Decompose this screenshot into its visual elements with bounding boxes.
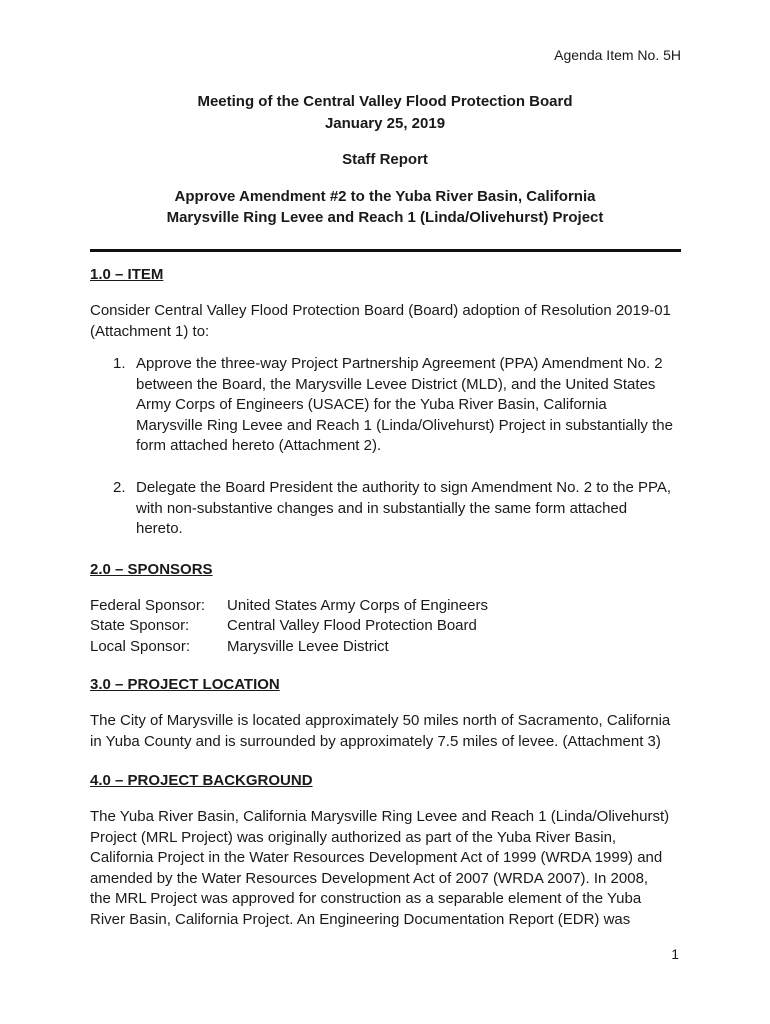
- section-3-paragraph: [90, 711, 690, 752]
- list-item-line: between the Board, the Marysville Levee District (MLD), and the United States: [136, 375, 656, 393]
- paragraph-line: River Basin, California Project. An Engineering Documentation Report (EDR) was: [90, 910, 631, 928]
- sponsor-label: State Sponsor:: [90, 617, 190, 634]
- paragraph-line: Consider Central Valley Flood Protection Board (Board) adoption of Resolution 2019-01: [90, 302, 671, 319]
- section-4-heading: 4.0 – PROJECT BACKGROUND: [90, 772, 313, 789]
- list-item-line: Marysville Ring Levee and Reach 1 (Linda/Olivehurst) Project in substantially the: [136, 416, 673, 434]
- list-item-line: Approve the three-way Project Partnership Agreement (PPA) Amendment No. 2: [136, 355, 663, 372]
- subject-line-1: Approve Amendment #2 to the Yuba River Basin, California: [174, 188, 596, 205]
- meeting-title: Meeting of the Central Valley Flood Protection Board: [197, 93, 573, 110]
- list-item-number: 1.: [113, 355, 126, 372]
- report-type: Staff Report: [342, 151, 428, 168]
- sponsor-label: Local Sponsor:: [90, 638, 191, 655]
- paragraph-line: amended by the Water Resources Development Act of 2007 (WRDA 2007). In 2008,: [90, 869, 649, 887]
- list-item-line: Army Corps of Engineers (USACE) for the Yuba River Basin, California: [136, 396, 607, 413]
- page-number: 1: [671, 946, 679, 962]
- list-item-line: with non-substantive changes and in substantially the same form attached: [136, 499, 628, 517]
- list-item-line: form attached hereto (Attachment 2).: [136, 437, 382, 454]
- sponsor-value: Marysville Levee District: [227, 638, 389, 655]
- paragraph-line: The City of Marysville is located approximately 50 miles north of Sacramento, California: [90, 712, 671, 729]
- sponsor-value: Central Valley Flood Protection Board: [227, 617, 477, 634]
- paragraph-line: the MRL Project was approved for construction as a separable element of the Yuba: [90, 890, 642, 907]
- section-4-paragraph: [90, 807, 690, 930]
- sponsor-label: Federal Sponsor:: [90, 597, 206, 614]
- paragraph-line: Project (MRL Project) was originally authorized as part of the Yuba River Basin,: [90, 828, 617, 846]
- section-3-heading: 3.0 – PROJECT LOCATION: [90, 676, 280, 693]
- sponsor-value: United States Army Corps of Engineers: [227, 597, 488, 614]
- section-1-heading: 1.0 – ITEM: [90, 266, 164, 283]
- paragraph-line: in Yuba County and is surrounded by approximately 7.5 miles of levee. (Attachment 3): [90, 732, 661, 750]
- title-divider: [90, 249, 681, 252]
- paragraph-line: The Yuba River Basin, California Marysville Ring Levee and Reach 1 (Linda/Olivehurst): [90, 808, 670, 825]
- meeting-date: January 25, 2019: [324, 115, 446, 132]
- section-1-intro: [90, 301, 690, 342]
- list-item-number: 2.: [113, 479, 126, 496]
- subject-line-2: Marysville Ring Levee and Reach 1 (Linda/Olivehurst) Project: [166, 209, 604, 226]
- list-item-line: hereto.: [136, 520, 183, 537]
- section-2-heading: 2.0 – SPONSORS: [90, 561, 213, 578]
- paragraph-line: California Project in the Water Resources Development Act of 1999 (WRDA 1999) and: [90, 849, 663, 866]
- paragraph-line: (Attachment 1) to:: [90, 322, 210, 340]
- list-item-line: Delegate the Board President the authority to sign Amendment No. 2 to the PPA,: [136, 479, 672, 496]
- agenda-item-label: Agenda Item No. 5H: [554, 47, 681, 63]
